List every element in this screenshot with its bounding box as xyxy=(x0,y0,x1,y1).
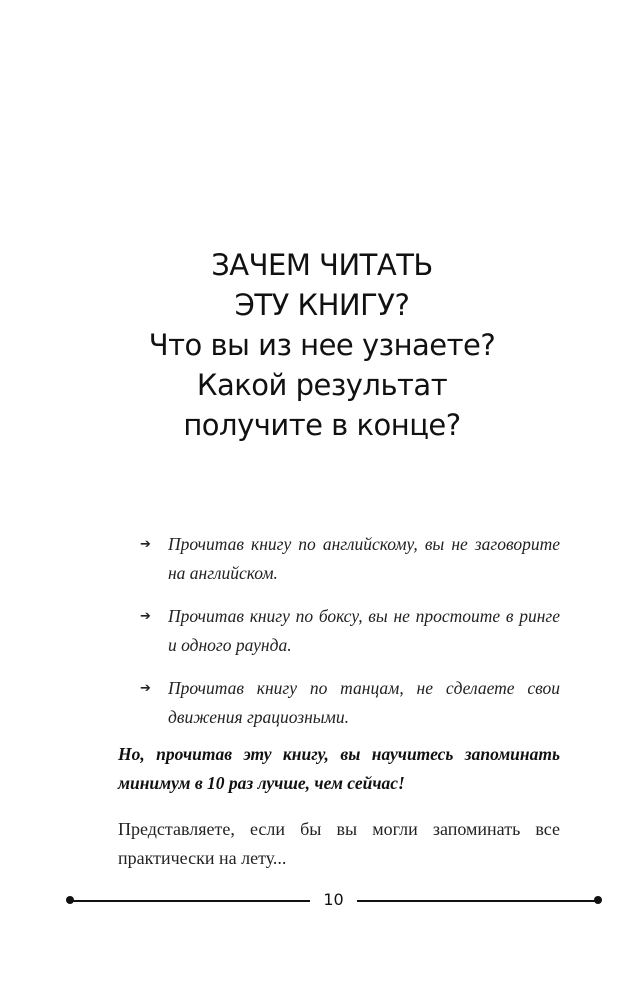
chapter-heading xyxy=(0,245,644,445)
heading-line: Какой результат xyxy=(196,368,448,402)
arrow-right-icon: ➔ xyxy=(140,681,151,696)
arrow-right-icon: ➔ xyxy=(140,609,151,624)
closing-paragraph: Представляете, если бы вы могли запоминать все практически на лету... xyxy=(118,819,560,868)
heading-line: получите в конце? xyxy=(183,408,461,442)
page-footer xyxy=(0,886,644,916)
heading-line: Что вы из нее узнаете? xyxy=(148,328,496,362)
heading-line: ЗАЧЕМ ЧИТАТЬ xyxy=(211,248,433,282)
list-item xyxy=(140,674,560,732)
bold-callout: Но, прочитав эту книгу, вы научитесь запоминать минимум в 10 раз лучше, чем сейчас! xyxy=(118,743,560,793)
bullet-list xyxy=(140,530,560,746)
bullet-text: Прочитав книгу по боксу, вы не простоите в ринге и одного раунда. xyxy=(168,606,560,655)
list-item xyxy=(140,602,560,660)
arrow-right-icon: ➔ xyxy=(140,537,151,552)
footer-dot-right xyxy=(594,896,602,904)
heading-line: ЭТУ КНИГУ? xyxy=(234,288,410,322)
page-number: 10 xyxy=(323,890,344,909)
bullet-text: Прочитав книгу по танцам, не сделаете свои движения грациозными. xyxy=(168,678,560,727)
footer-rule-left xyxy=(70,900,310,902)
list-item xyxy=(140,530,560,588)
footer-rule-right xyxy=(357,900,599,902)
bullet-text: Прочитав книгу по английскому, вы не заговорите на английском. xyxy=(168,534,560,583)
